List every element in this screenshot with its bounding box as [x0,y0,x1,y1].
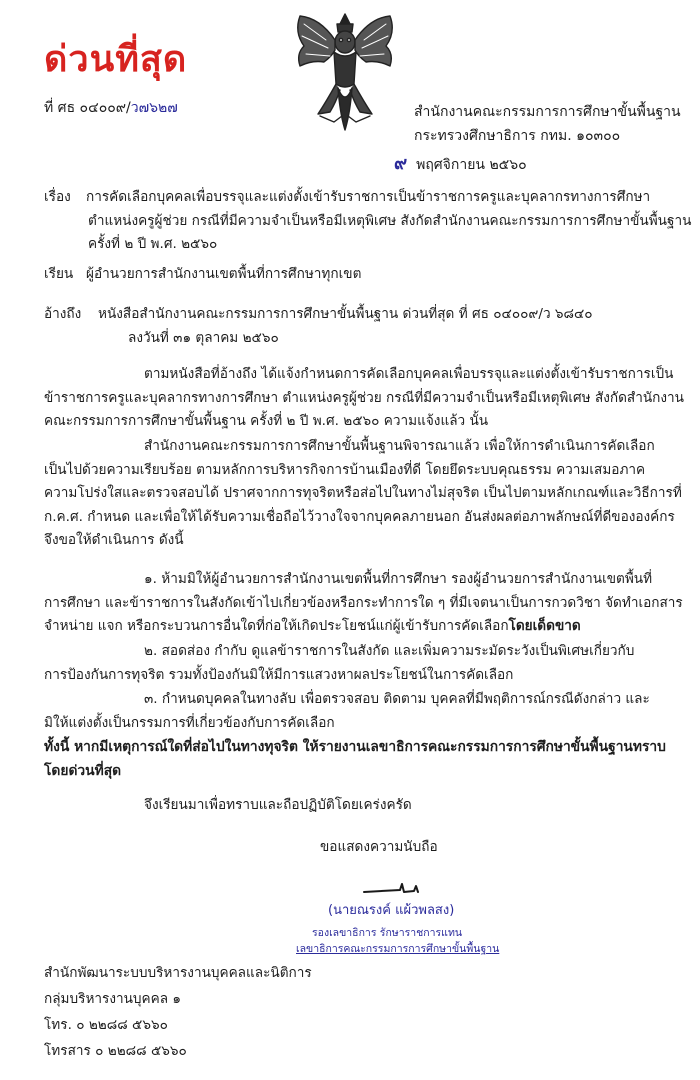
urgent-stamp: ด่วนที่สุด [44,39,188,80]
bold-note [44,736,666,783]
paragraph-1 [44,363,684,434]
closing-line: จึงเรียนมาเพื่อทราบและถือปฏิบัติโดยเคร่งครัด [144,797,412,813]
subject-label: เรื่อง [44,189,71,205]
item-3 [44,688,650,735]
item-2 [44,640,634,687]
item-1 [44,568,683,639]
paragraph-line: คณะกรรมการการศึกษาขั้นพื้นฐาน ครั้งที่ ๒ ปี พ.ศ. ๒๕๖๐ ความแจ้งแล้ว นั้น [44,413,489,430]
office-address: กระทรวงศึกษาธิการ กทม. ๑๐๓๐๐ [414,128,621,144]
subject-line: ครั้งที่ ๒ ปี พ.ศ. ๒๕๖๐ [88,236,218,253]
signatory-name: (นายณรงค์ แผ้วพลสง) [328,903,455,918]
paragraph-line: ข้าราชการครูและบุคลากรทางการศึกษา ตำแหน่งครูผู้ช่วย กรณีที่มีความจำเป็นหรือมีเหตุพิเศษ สังกัดสำนักงาน [44,389,684,406]
note-line: โดยด่วนที่สุด [44,762,122,779]
date-day: ๙ [394,153,408,174]
paragraph-line: จึงขอให้ดำเนินการ ดังนี้ [44,532,184,549]
paragraph-line: เป็นไปด้วยความเรียบร้อย ตามหลักการบริหารกิจการบ้านเมืองที่ดี โดยยึดระบบคุณธรรม ความเสมอภาค [44,461,646,478]
subject-line: การคัดเลือกบุคคลเพื่อบรรจุและแต่งตั้งเข้ารับราชการเป็นข้าราชการครูและบุคลากรทางการศึกษา [86,189,651,205]
paragraph-line: สำนักงานคณะกรรมการการศึกษาขั้นพื้นฐานพิจารณาแล้ว เพื่อให้การดำเนินการคัดเลือก [144,438,655,454]
reference-block [98,303,593,350]
signatory-title: รองเลขาธิการ รักษาราชการแทน [312,927,463,939]
signatory-position: เลขาธิการคณะกรรมการการศึกษาขั้นพื้นฐาน [296,943,500,955]
handwritten-signature [362,882,420,898]
footer-department: สำนักพัฒนาระบบบริหารงานบุคคลและนิติการ [44,965,312,981]
garuda-emblem-icon [290,10,400,140]
item-line: มิให้แต่งตั้งเป็นกรรมการที่เกี่ยวข้องกับการคัดเลือก [44,714,335,731]
item-text: จำหน่าย แจก หรือกระบวนการอื่นใดที่ก่อให้เกิดประโยชน์แก่ผู้เข้ารับการคัดเลือก [44,618,509,635]
subject-line: ตำแหน่งครูผู้ช่วย กรณีที่มีความจำเป็นหรือมีเหตุพิเศษ สังกัดสำนักงานคณะกรรมการการศึกษาขั้นพื้นฐาน [88,212,692,229]
footer-phone: โทร. ๐ ๒๒๘๘ ๕๖๖๐ [44,1017,168,1033]
item-line: ๓. กำหนดบุคคลในทางลับ เพื่อตรวจสอบ ติดตาม บุคคลที่มีพฤติการณ์กรณีดังกล่าว และ [144,691,650,707]
paragraph-line: ความโปร่งใสและตรวจสอบได้ ปราศจากการทุจริตหรือส่อไปในทางไม่สุจริต เป็นไปตามหลักเกณฑ์และวิธีการที่ [44,485,682,502]
letter-date [394,154,527,175]
footer-contact [44,960,312,1064]
document-number-prefix: ที่ ศธ ๐๔๐๐๙/ [44,100,131,116]
note-line: ทั้งนี้ หากมีเหตุการณ์ใดที่ส่อไปในทางทุจริต ให้รายงานเลขาธิการคณะกรรมการการศึกษาขั้นพื้นฐานทราบ [44,739,666,755]
office-name: สำนักงานคณะกรรมการการศึกษาขั้นพื้นฐาน [414,104,681,120]
paragraph-line: ก.ค.ศ. กำหนด และเพื่อให้ได้รับความเชื่อถือไว้วางใจจากบุคคลภายนอก อันส่งผลต่อภาพลักษณ์ที่ดีขององค์กร [44,508,675,525]
item-emphasis: โดยเด็ดขาด [508,618,581,635]
paragraph-2 [44,435,682,553]
footer-fax: โทรสาร ๐ ๒๒๘๘ ๕๖๖๐ [44,1043,187,1059]
issuing-office [414,102,681,146]
reference-line: ลงวันที่ ๓๑ ตุลาคม ๒๕๖๐ [128,329,279,346]
item-line [44,615,683,639]
reference-line: หนังสือสำนักงานคณะกรรมการการศึกษาขั้นพื้นฐาน ด่วนที่สุด ที่ ศธ ๐๔๐๐๙/ว ๖๘๔๐ [98,306,593,322]
subject-block [86,186,691,257]
item-line: การศึกษา และข้าราชการในสังกัดเข้าไปเกี่ยวข้องหรือกระทำการใด ๆ ที่มีเจตนาเป็นการกวดวิชา จัดทำเอกสาร [44,594,683,611]
document-number [44,98,178,118]
recipient-label: เรียน [44,266,74,282]
paragraph-line: ตามหนังสือที่อ้างถึง ได้แจ้งกำหนดการคัดเลือกบุคคลเพื่อบรรจุและแต่งตั้งเข้ารับราชการเป็น [144,366,674,382]
reference-label: อ้างถึง [44,306,82,322]
item-line: ๑. ห้ามมิให้ผู้อำนวยการสำนักงานเขตพื้นที่การศึกษา รองผู้อำนวยการสำนักงานเขตพื้นที่ [144,571,653,587]
regards-line: ขอแสดงความนับถือ [320,839,438,855]
document-number-handwritten: ว๗๖๒๗ [130,100,178,116]
item-line: ๒. สอดส่อง กำกับ ดูแลข้าราชการในสังกัด และเพิ่มความระมัดระวังเป็นพิเศษเกี่ยวกับ [144,643,635,659]
footer-group: กลุ่มบริหารงานบุคคล ๑ [44,991,182,1007]
item-line: การป้องกันการทุจริต รวมทั้งป้องกันมิให้มีการแสวงหาผลประโยชน์ในการคัดเลือก [44,666,514,683]
recipient-text: ผู้อำนวยการสำนักงานเขตพื้นที่การศึกษาทุกเขต [86,266,362,282]
date-month-year: พฤศจิกายน ๒๕๖๐ [416,157,527,173]
